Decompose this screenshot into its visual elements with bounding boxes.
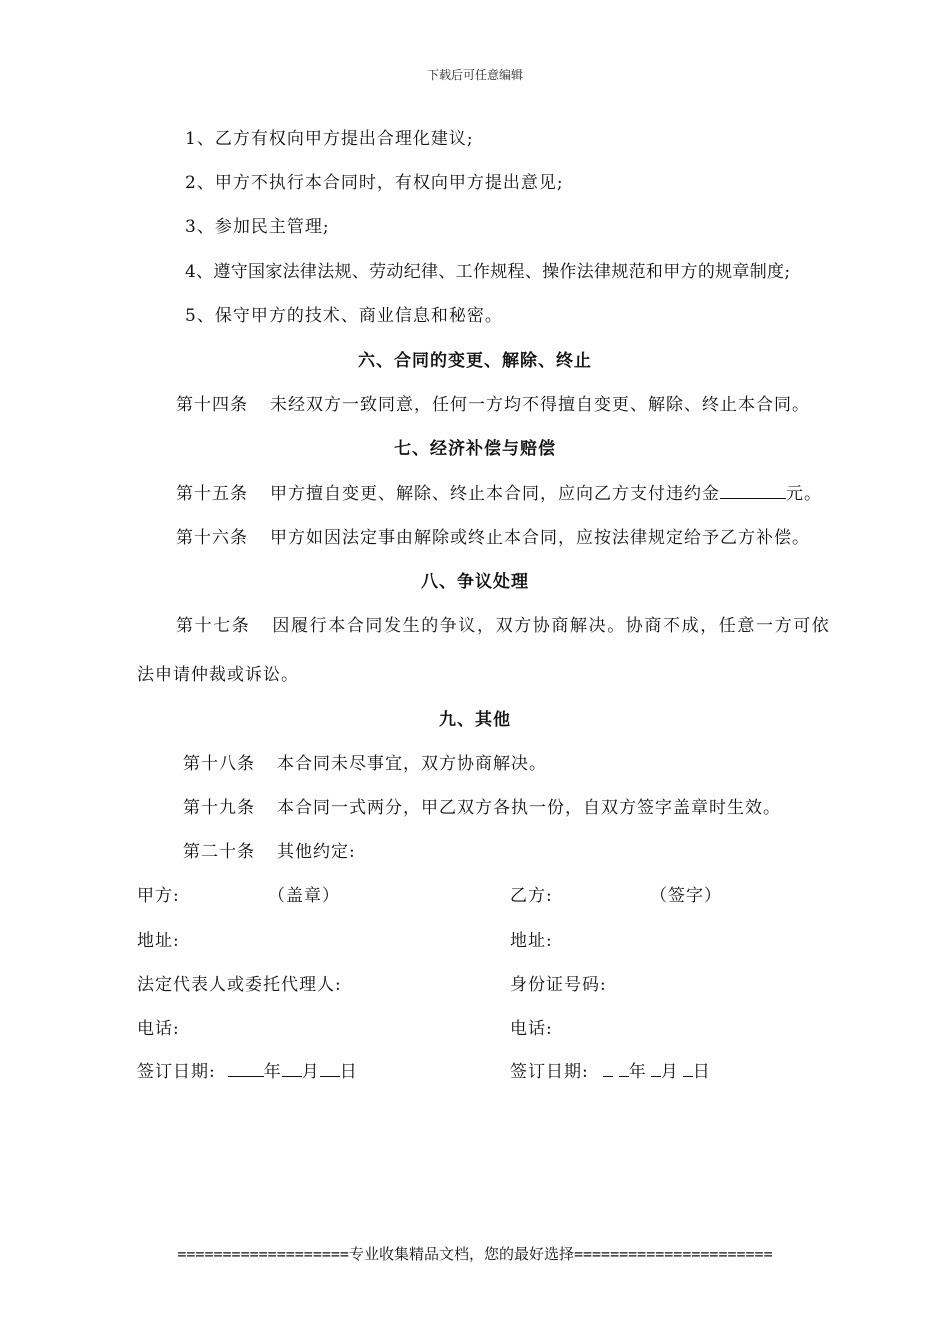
party-b-month: 月 xyxy=(660,1062,679,1082)
article-16-text: 甲方如因法定事由解除或终止本合同，应按法律规定给予乙方补偿。 xyxy=(270,528,810,548)
article-19-text: 本合同一式两分，甲乙双方各执一份，自双方签字盖章时生效。 xyxy=(277,798,781,818)
article-20-number: 第二十条 xyxy=(183,842,255,862)
party-a-date-label: 签订日期: xyxy=(137,1062,216,1082)
article-17-text-2: 法申请仲裁或诉讼。 xyxy=(137,665,299,685)
party-a-day-blank xyxy=(320,1061,340,1077)
party-b-year: 年 xyxy=(628,1062,647,1082)
party-b-day: 日 xyxy=(692,1062,711,1082)
party-a-label: 甲方: xyxy=(137,886,180,906)
party-b-phone: 电话: xyxy=(510,1019,553,1039)
article-17 xyxy=(176,611,830,636)
article-18-number: 第十八条 xyxy=(183,754,255,774)
article-14-text: 未经双方一致同意，任何一方均不得擅自变更、解除、终止本合同。 xyxy=(270,395,810,415)
party-b-day-blank xyxy=(683,1061,693,1077)
article-15 xyxy=(176,479,822,504)
party-a-address: 地址: xyxy=(137,931,180,951)
article-17-text-1: 因履行本合同发生的争议，双方协商解决。协商不成，任意一方可依 xyxy=(272,616,831,636)
section-title-6: 六、合同的变更、解除、终止 xyxy=(358,351,592,371)
party-b-address: 地址: xyxy=(510,931,553,951)
article-16 xyxy=(176,523,810,548)
right-item-2: 2、甲方不执行本合同时，有权向甲方提出意见; xyxy=(185,173,564,193)
article-19 xyxy=(183,793,781,818)
party-a-day: 日 xyxy=(339,1062,358,1082)
party-b-sign-date xyxy=(510,1057,711,1082)
article-15-text: 甲方擅自变更、解除、终止本合同，应向乙方支付违约金 xyxy=(270,484,720,504)
article-17-number: 第十七条 xyxy=(176,616,251,636)
page-header: 下载后可任意编辑 xyxy=(426,68,523,82)
party-a-phone: 电话: xyxy=(137,1019,180,1039)
page-footer: ===================专业收集精品文档，您的最好选择====================== xyxy=(177,1245,773,1263)
party-b-seal: （签字） xyxy=(650,886,722,906)
article-18 xyxy=(183,749,547,774)
section-title-8: 八、争议处理 xyxy=(421,572,529,592)
party-a-month: 月 xyxy=(301,1062,320,1082)
right-item-1: 1、乙方有权向甲方提出合理化建议; xyxy=(185,129,474,149)
party-b-date-label: 签订日期: xyxy=(510,1062,589,1082)
party-a-sign-date xyxy=(137,1057,358,1082)
article-18-text: 本合同未尽事宜，双方协商解决。 xyxy=(277,754,547,774)
article-14-number: 第十四条 xyxy=(176,395,248,415)
section-title-7: 七、经济补偿与赔偿 xyxy=(394,439,556,459)
section-title-9: 九、其他 xyxy=(439,710,511,730)
party-a-year-blank xyxy=(228,1061,264,1077)
right-item-4: 4、遵守国家法律法规、劳动纪律、工作规程、操作法律规范和甲方的规章制度; xyxy=(185,262,791,282)
party-a-year: 年 xyxy=(263,1062,282,1082)
article-20 xyxy=(183,837,356,862)
party-b-label: 乙方: xyxy=(510,886,553,906)
party-b-month-blank xyxy=(651,1061,661,1077)
party-a-representative: 法定代表人或委托代理人: xyxy=(137,975,342,995)
article-15-unit: 元。 xyxy=(786,484,822,504)
party-a-month-blank xyxy=(282,1061,302,1077)
right-item-3: 3、参加民主管理; xyxy=(185,217,330,237)
penalty-amount-blank xyxy=(720,483,786,499)
article-16-number: 第十六条 xyxy=(176,528,248,548)
party-b-year-blank-2 xyxy=(619,1061,629,1077)
article-14 xyxy=(176,390,810,415)
article-19-number: 第十九条 xyxy=(183,798,255,818)
right-item-5: 5、保守甲方的技术、商业信息和秘密。 xyxy=(185,306,503,326)
party-a-seal: （盖章） xyxy=(268,886,340,906)
party-b-year-blank-1 xyxy=(603,1061,613,1077)
article-15-number: 第十五条 xyxy=(176,484,248,504)
party-b-id-number: 身份证号码: xyxy=(510,975,607,995)
article-20-text: 其他约定: xyxy=(277,842,356,862)
